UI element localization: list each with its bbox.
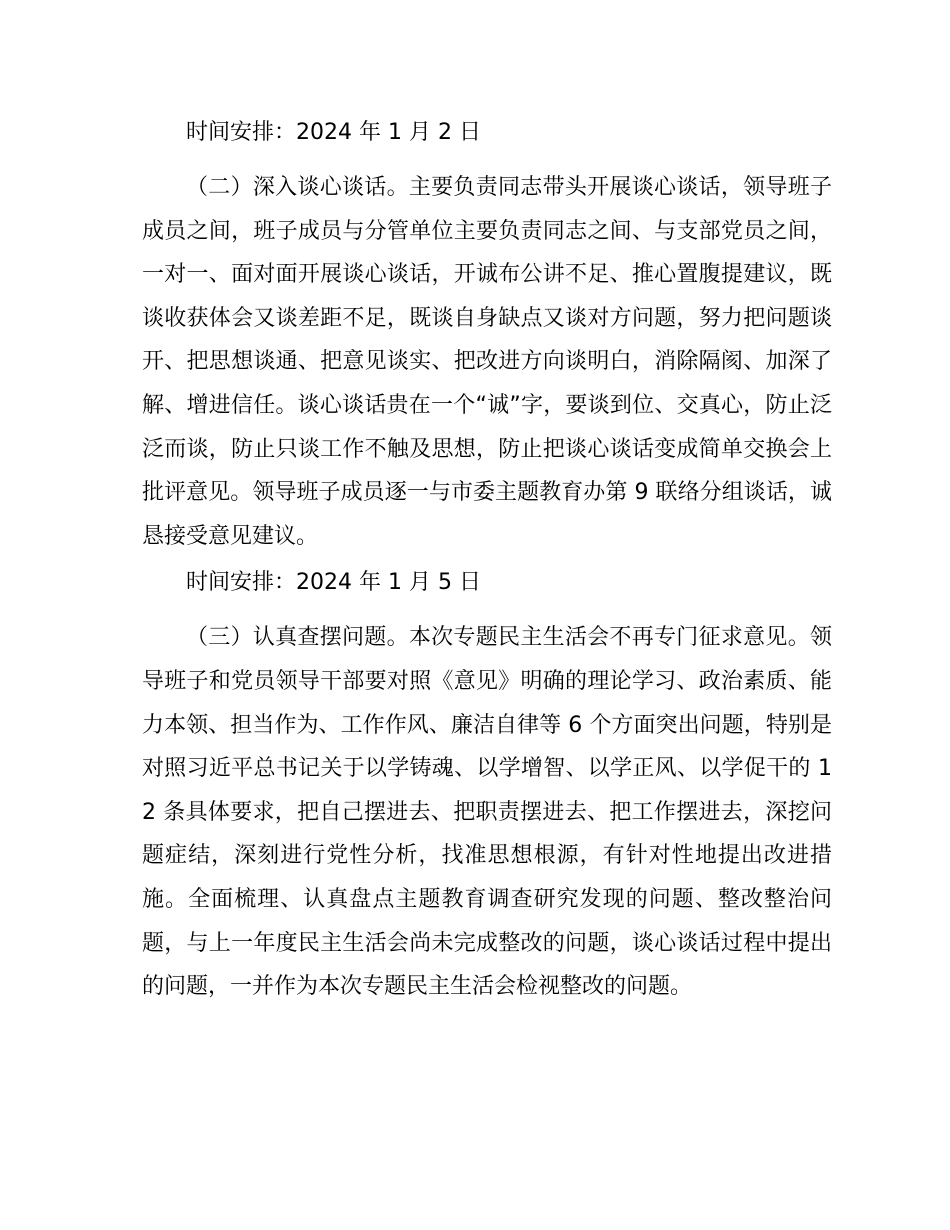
- schedule-line-1: 时间安排：2024 年 1 月 2 日: [186, 120, 481, 145]
- paragraph-in-depth-talks: （二）深入谈心谈话。主要负责同志带头开展谈心谈话，领导班子成员之间，班子成员与分管单位主要负责同志之间、与支部党员之间，一对一、面对面开展谈心谈话，开诚布公讲不足、推心置腹提建议，既谈收获体会又谈差距不足，既谈自身缺点又谈对方问题，努力把问题谈开、把思想谈通、把意见谈实、把改进方向谈明白，消除隔阂、加深了解、增进信任。谈心谈话贵在一个“诚”字，要谈到位、交真心，防止泛泛而谈，防止只谈工作不触及思想，防止把谈心谈话变成简单交换会上批评意见。领导班子成员逐一与市委主题教育办第 9 联络分组谈话，诚恳接受意见建议。: [142, 175, 832, 549]
- paragraph-identify-problems: （三）认真查摆问题。本次专题民主生活会不再专门征求意见。领导班子和党员领导干部要对照《意见》明确的理论学习、政治素质、能力本领、担当作为、工作作风、廉洁自律等 6 个方面突出问题，特别是对照习近平总书记关于以学铸魂、以学增智、以学正风、以学促干的 12 条具体要求，把自己摆进去、把职责摆进去、把工作摆进去，深挖问题症结，深刻进行党性分析，找准思想根源，有针对性地提出改进措施。全面梳理、认真盘点主题教育调查研究发现的问题、整改整治问题，与上一年度民主生活会尚未完成整改的问题，谈心谈话过程中提出的问题，一并作为本次专题民主生活会检视整改的问题。: [142, 625, 832, 1000]
- document-body: [142, 108, 832, 1009]
- schedule-line-2: 时间安排：2024 年 1 月 5 日: [186, 570, 481, 596]
